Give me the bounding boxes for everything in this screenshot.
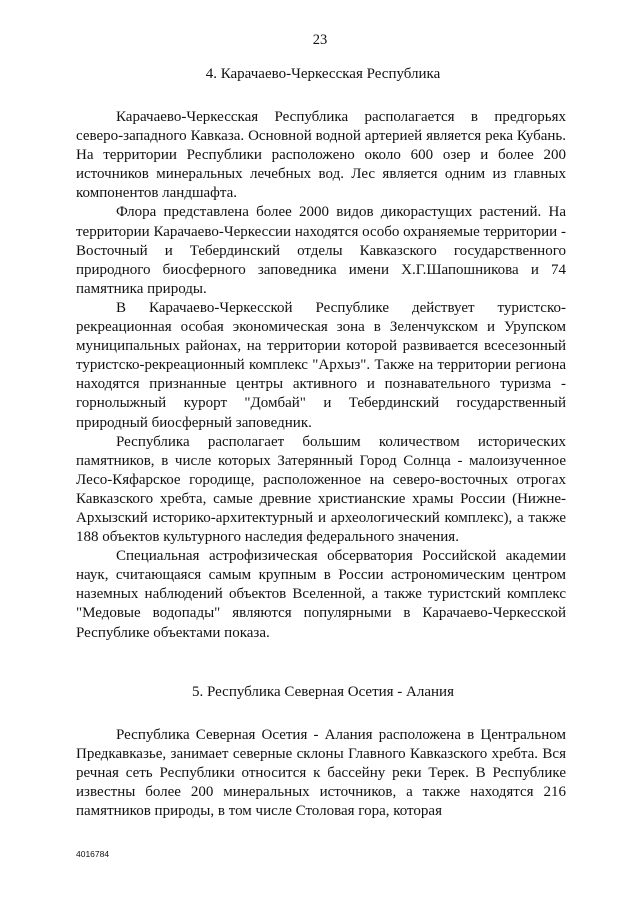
section-4-body (76, 108, 566, 643)
section-5-body (76, 726, 566, 821)
section-heading-5: 5. Республика Северная Осетия - Алания (192, 684, 454, 700)
page-number: 23 (312, 32, 328, 48)
section-heading-4: 4. Карачаево-Черкесская Республика (205, 66, 441, 82)
paragraph: Республика Северная Осетия - Алания расположена в Центральном Предкавказье, занимает северные склоны Главного Кавказского хребта. Вся речная сеть Республики относится к бассейну реки Терек. В Республике известны более 200 минеральных источников, а также находятся 216 памятников природы, в том числе Столовая гора, которая (76, 727, 566, 820)
document-id: 4016784 (76, 849, 110, 859)
paragraph: Республика располагает большим количеством исторических памятников, в числе которых Затерянный Город Солнца - малоизученное Лесо-Кяфарское городище, расположенное на северо-восточных отрогах Кавказского хребта, самые древние христианские храмы России (Нижне-Архызский историко-архитектурный и археологический комплекс), а также 188 объектов культурного наследия федерального значения. (76, 433, 566, 546)
paragraph: Флора представлена более 2000 видов дикорастущих растений. На территории Карачаево-Черкессии находятся особо охраняемые территории - Восточный и Тебердинский отделы Кавказского государственного природного биосферного заповедника имени Х.Г.Шапошникова и 74 памятника природы. (76, 204, 566, 297)
paragraph: Специальная астрофизическая обсерватория Российской академии наук, считающаяся самым крупным в России астрономическим центром наземных наблюдений объектов Вселенной, а также туристский комплекс "Медовые водопады" являются популярными в Карачаево-Черкесской Республике объектами показа. (76, 548, 566, 641)
paragraph: В Карачаево-Черкесской Республике действует туристско-рекреационная особая экономическая зона в Зеленчукском и Урупском муниципальных районах, на территории которой развивается всесезонный туристско-рекреационный комплекс "Архыз". Также на территории региона находятся признанные центры активного и познавательного туризма - горнолыжный курорт "Домбай" и Тебердинский государственный природный биосферный заповедник. (76, 299, 566, 431)
paragraph: Карачаево-Черкесская Республика располагается в предгорьях северо-западного Кавказа. Основной водной артерией является река Кубань. На территории Республики расположено около 600 озер и более 200 источников минеральных лечебных вод. Лес является одним из главных компонентов ландшафта. (76, 109, 566, 202)
